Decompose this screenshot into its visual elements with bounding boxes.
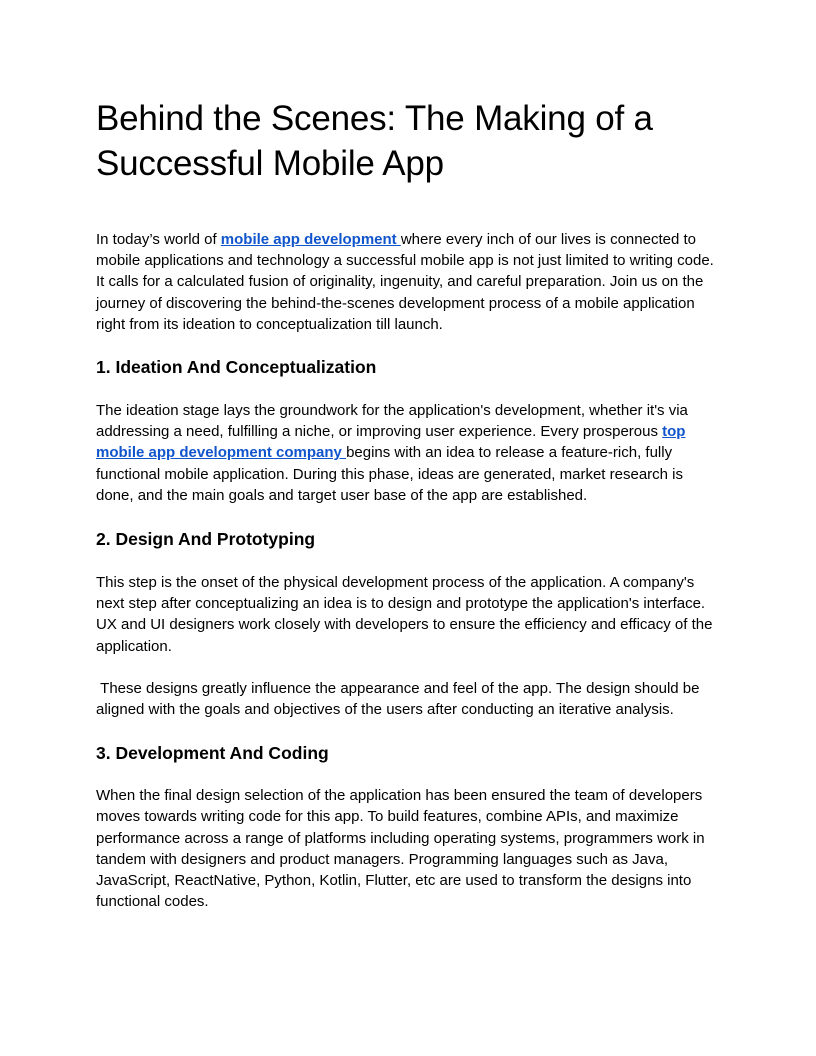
intro-text-after-link: where every inch of our lives is connected to mobile applications and technology a successful mobile app is not just limited to writing code. It calls for a calculated fusion of originality, ingenuity, and careful preparation. Join us on the journey of discovering the behind-the-scenes development process of a mobile application right from its ideation to conceptualization till launch. bbox=[96, 231, 714, 333]
mobile-app-development-link[interactable]: mobile app development bbox=[220, 231, 401, 248]
document-page bbox=[96, 96, 720, 912]
section-heading-development: 3. Development And Coding bbox=[96, 743, 329, 764]
section-heading-design: 2. Design And Prototyping bbox=[96, 529, 316, 550]
design-paragraph-2: These designs greatly influence the appearance and feel of the app. The design should be aligned with the goals and objectives of the users after conducting an iterative analysis. bbox=[96, 679, 704, 719]
design-paragraph-1: This step is the onset of the physical development process of the application. A company's next step after conceptualizing an idea is to design and prototype the application's interface. UX and UI designers work closely with developers to ensure the efficiency and efficacy of the application. bbox=[96, 574, 713, 655]
section-heading-ideation: 1. Ideation And Conceptualization bbox=[96, 357, 377, 378]
intro-paragraph bbox=[96, 229, 720, 335]
ideation-text-after-link: begins with an idea to release a feature-rich, fully functional mobile application. During this phase, ideas are generated, market research is done, and the main goals and target user base of the app are established. bbox=[96, 444, 683, 504]
top-mobile-app-development-company-link[interactable]: top mobile app development company bbox=[96, 423, 686, 462]
ideation-paragraph bbox=[96, 400, 720, 506]
ideation-text-before-link: The ideation stage lays the groundwork for the application's development, whether it's via addressing a need, fulfilling a niche, or improving user experience. Every prosperous bbox=[96, 402, 688, 441]
document-title: Behind the Scenes: The Making of a Successful Mobile App bbox=[96, 99, 653, 183]
intro-text-before-link: In today’s world of bbox=[96, 231, 221, 248]
development-paragraph: When the final design selection of the application has been ensured the team of developers moves towards writing code for this app. To build features, combine APIs, and maximize performance across a range of platforms including operating systems, programmers work in tandem with designers and product managers. Programming languages such as Java, JavaScript, ReactNative, Python, Kotlin, Flutter, etc are used to transform the designs into functional codes. bbox=[96, 787, 705, 911]
